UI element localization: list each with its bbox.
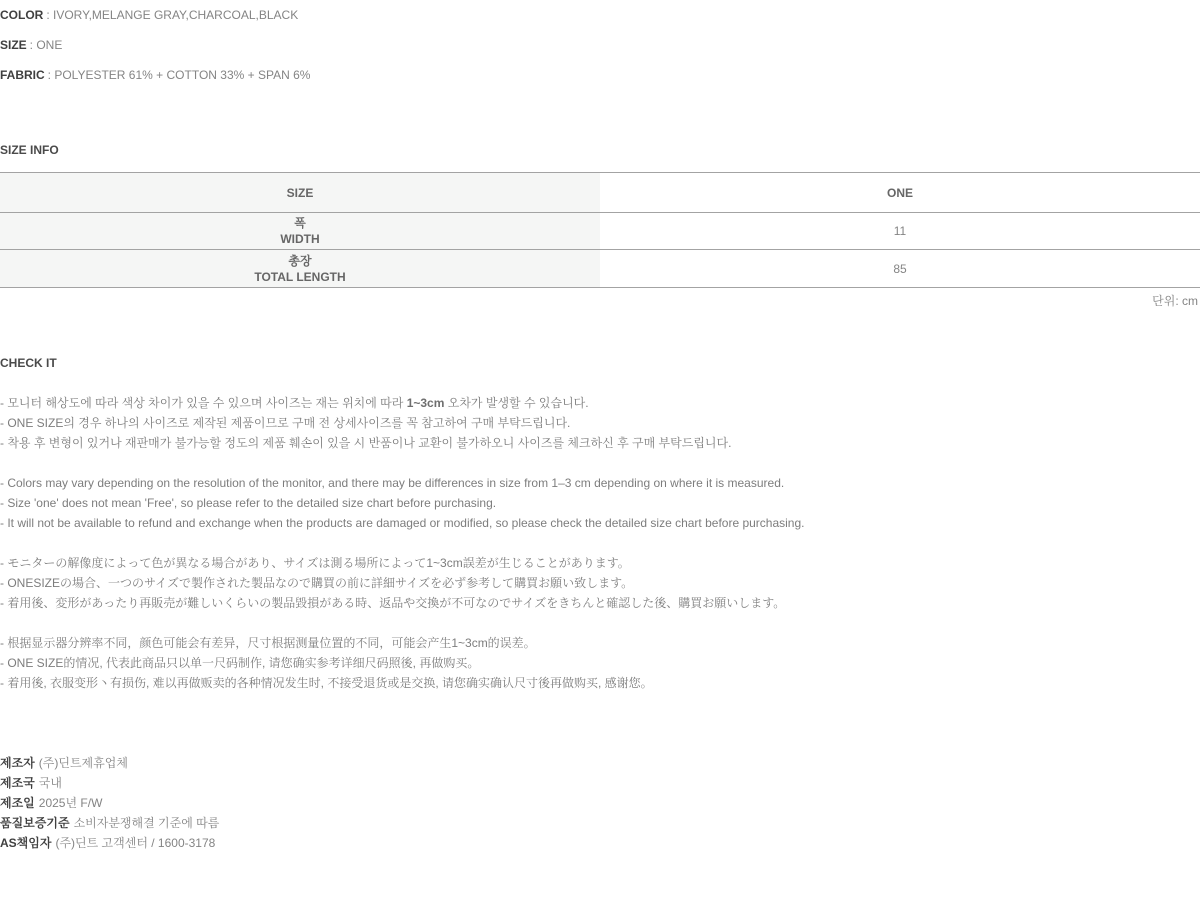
note-text: 오차가 발생할 수 있습니다. (444, 396, 589, 410)
note-line: - 착용 후 변형이 있거나 재판매가 불가능할 정도의 제품 훼손이 있을 시 반품이나 교환이 불가하오니 사이즈를 체크하신 후 구매 부탁드립니다. (0, 436, 732, 450)
manufacturer-row (0, 813, 1200, 833)
manufacturer-label: 제조국 (0, 776, 35, 790)
note-line: - モニターの解像度によって色が異なる場合があり、サイズは測る場所によって1~3cm誤差が生じることがあります。 (0, 556, 630, 570)
width-header-cell (0, 213, 600, 250)
manufacturer-label: 품질보증기준 (0, 816, 70, 830)
note-line: - ONESIZEの場合、一つのサイズで製作された製品なので購買の前に詳細サイズを必ず参考して購買お願い致します。 (0, 576, 634, 590)
note-emphasis: 1~3cm (406, 396, 445, 410)
check-it-heading: CHECK IT (0, 356, 57, 370)
note-line: - 着用後, 衣服变形丶有损伤, 难以再做贩卖的各种情况发生时, 不接受退货或是交换, 请您确实确认尺寸後再做购买, 感谢您。 (0, 676, 653, 690)
size-column-value: ONE (600, 173, 1200, 213)
note-line: - ONE SIZE的情况, 代表此商品只以单一尺码制作, 请您确实参考详细尺码照後, 再做购买。 (0, 656, 480, 670)
notes-chinese (0, 633, 1200, 693)
total-length-header-cell (0, 250, 600, 288)
size-label: SIZE (0, 38, 27, 52)
color-label: COLOR (0, 8, 44, 22)
width-label-ko: 폭 (294, 216, 306, 230)
product-specs (0, 0, 1200, 90)
manufacturer-value: (주)딘트 고객센터 / 1600-3178 (55, 836, 216, 850)
manufacturer-value: 국내 (38, 776, 62, 790)
note-line: - It will not be available to refund and exchange when the products are damaged or modified, so please check the detailed size chart before purchasing. (0, 516, 805, 530)
spec-fabric (0, 60, 1200, 90)
unit-note: 단위: cm (1152, 294, 1198, 308)
manufacturer-value: (주)딘트제휴업체 (38, 756, 128, 770)
fabric-label: FABRIC (0, 68, 45, 82)
notes-korean (0, 393, 1200, 453)
manufacturer-value: 소비자분쟁해결 기준에 따름 (73, 816, 220, 830)
manufacturer-value: 2025년 F/W (38, 796, 103, 810)
width-value-cell: 11 (600, 213, 1200, 250)
manufacturer-info (0, 753, 1200, 853)
manufacturer-row (0, 833, 1200, 853)
total-length-label-ko: 총장 (288, 253, 312, 268)
color-value: : IVORY,MELANGE GRAY,CHARCOAL,BLACK (46, 8, 299, 22)
note-text: - 모니터 해상도에 따라 색상 차이가 있을 수 있으며 사이즈는 재는 위치에 따라 (0, 396, 407, 410)
width-label-en: WIDTH (280, 232, 320, 246)
fabric-value: : POLYESTER 61% + COTTON 33% + SPAN 6% (47, 68, 311, 82)
table-row-width (0, 213, 1200, 250)
total-length-label-en: TOTAL LENGTH (254, 269, 346, 284)
table-row-total-length (0, 250, 1200, 288)
spec-color (0, 0, 1200, 30)
manufacturer-label: 제조일 (0, 796, 35, 810)
size-info-table (0, 172, 1200, 288)
spec-size (0, 30, 1200, 60)
manufacturer-row (0, 793, 1200, 813)
note-line: - 根据显示器分辨率不同，颜色可能会有差异，尺寸根据测量位置的不同，可能会产生1~3cm的误差。 (0, 636, 536, 650)
manufacturer-row (0, 773, 1200, 793)
note-line (0, 393, 1200, 413)
size-column-header: SIZE (0, 173, 600, 213)
notes-japanese (0, 553, 1200, 613)
notes-english (0, 473, 1200, 533)
note-line: - Size 'one' does not mean 'Free', so please refer to the detailed size chart before purchasing. (0, 496, 497, 510)
size-info-heading: SIZE INFO (0, 143, 59, 157)
total-length-value-cell: 85 (600, 250, 1200, 288)
note-line: - 着用後、変形があったり再販売が難しいくらいの製品毀損がある時、返品や交換が不可なのでサイズをきちんと確認した後、購買お願いします。 (0, 596, 786, 610)
size-value: : ONE (29, 38, 63, 52)
manufacturer-row (0, 753, 1200, 773)
size-table-header-row (0, 173, 1200, 213)
manufacturer-label: 제조자 (0, 756, 35, 770)
manufacturer-label: AS책임자 (0, 836, 52, 850)
note-line: - ONE SIZE의 경우 하나의 사이즈로 제작된 제품이므로 구매 전 상세사이즈를 꼭 참고하여 구매 부탁드립니다. (0, 416, 571, 430)
note-line: - Colors may vary depending on the resolution of the monitor, and there may be differences in size from 1–3 cm depending on where it is measured. (0, 476, 785, 490)
